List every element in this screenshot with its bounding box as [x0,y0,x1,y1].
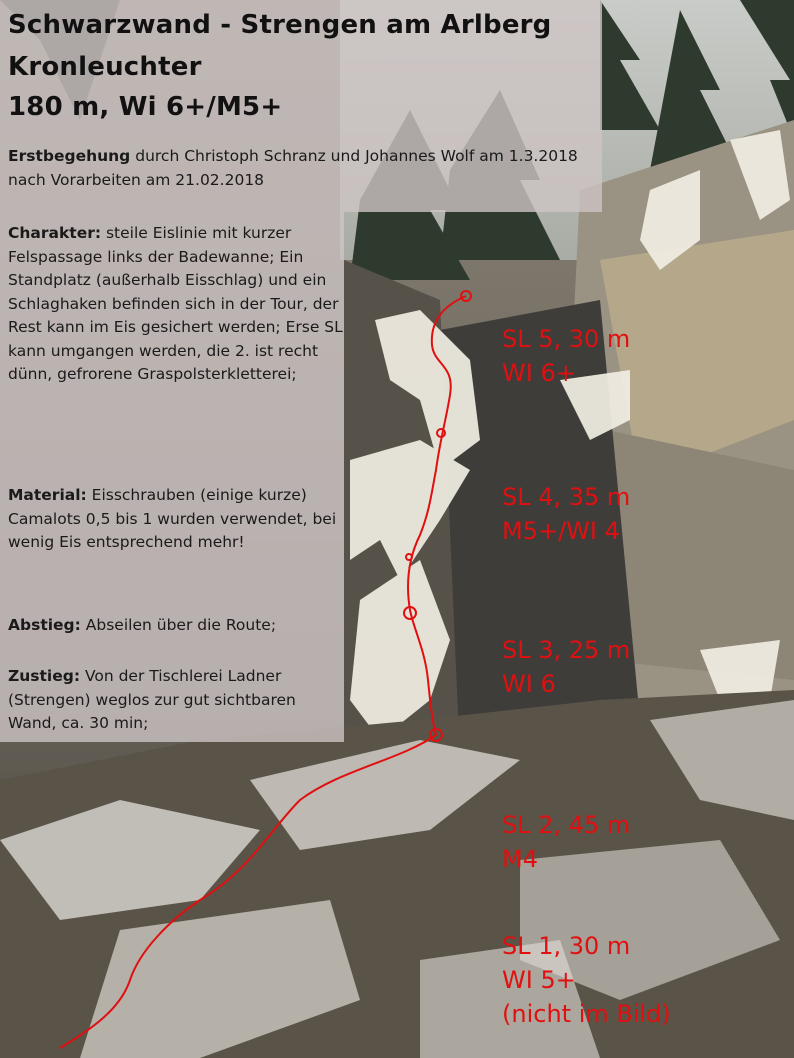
pitch-2-grade: M4 [502,845,538,873]
descent-text [8,614,344,638]
character-text [8,222,344,387]
pitch-1-length: SL 1, 30 m [502,932,631,960]
topo-title-location: Schwarzwand - Strengen am Arlberg [8,10,552,40]
pitch-4-grade: M5+/WI 4 [502,517,620,545]
pitch-label-5 [502,322,630,390]
pitch-3-length: SL 3, 25 m [502,636,631,664]
descent-label: Abstieg: [8,616,81,634]
approach-text [8,665,344,736]
pitch-1-note: (nicht im Bild) [502,1000,671,1028]
pitch-5-length: SL 5, 30 m [502,325,631,353]
first-ascent-body: durch Christoph Schranz und Johannes Wolf am 1.3.2018 nach Vorarbeiten am 21.02.2018 [8,147,578,189]
pitch-label-1 [502,929,671,1031]
pitch-4-length: SL 4, 35 m [502,483,631,511]
first-ascent-label: Erstbegehung [8,147,131,165]
material-body: Eisschrauben (einige kurze) Camalots 0,5 bis 1 wurden verwendet, bei wenig Eis entsprechend mehr! [8,486,337,551]
pitch-label-2 [502,808,630,876]
topo-title-route-name: Kronleuchter [8,52,202,82]
first-ascent-text [8,145,598,192]
character-body: steile Eislinie mit kurzer Felspassage links der Badewanne; Ein Standplatz (außerhalb Eisschlag) und ein Schlaghaken befinden sich in der Tour, der Rest kann im Eis gesichert werden; Erse SL kann umgangen werden, die 2. ist recht dünn, gefrorene Graspolsterkletterei; [8,224,343,383]
pitch-label-3 [502,633,630,701]
character-label: Charakter: [8,224,102,242]
pitch-3-grade: WI 6 [502,670,556,698]
material-text [8,484,344,555]
pitch-label-4 [502,480,630,548]
material-label: Material: [8,486,87,504]
approach-label: Zustieg: [8,667,81,685]
descent-body: Abseilen über die Route; [80,616,277,634]
pitch-2-length: SL 2, 45 m [502,811,631,839]
pitch-5-grade: WI 6+ [502,359,576,387]
approach-body: Von der Tischlerei Ladner (Strengen) weglos zur gut sichtbaren Wand, ca. 30 min; [8,667,296,732]
topo-title-grade: 180 m, Wi 6+/M5+ [8,92,283,122]
pitch-1-grade: WI 5+ [502,966,576,994]
